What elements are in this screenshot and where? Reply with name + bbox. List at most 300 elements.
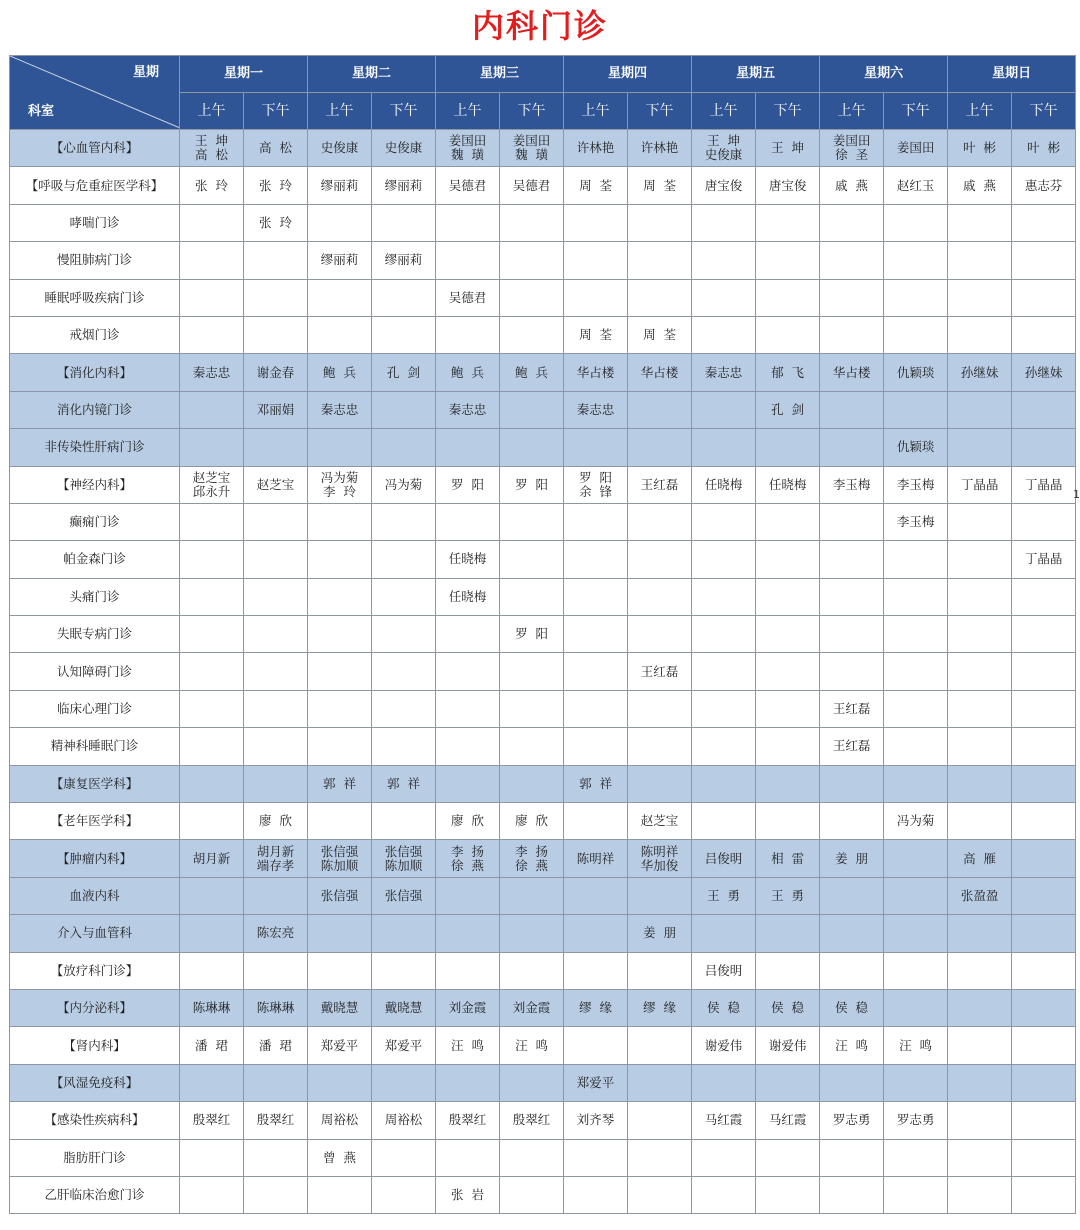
doctor-cell: 周 荃	[564, 167, 628, 204]
doctor-cell	[564, 690, 628, 727]
doctor-cell: 王红磊	[628, 466, 692, 503]
doctor-cell: 缪丽莉	[308, 242, 372, 279]
doctor-cell	[756, 578, 820, 615]
doctor-cell	[884, 915, 948, 952]
doctor-cell: 许林艳	[564, 130, 628, 167]
doctor-cell: 华占楼	[628, 354, 692, 391]
doctor-cell: 王红磊	[820, 728, 884, 765]
doctor-cell: 谢爱伟	[692, 1027, 756, 1064]
doctor-cell	[884, 728, 948, 765]
table-row	[10, 541, 1076, 578]
doctor-cell	[884, 952, 948, 989]
doctor-cell	[756, 242, 820, 279]
doctor-cell: 史俊康	[308, 130, 372, 167]
doctor-cell	[948, 391, 1012, 428]
doctor-cell: 张盈盈	[948, 877, 1012, 914]
doctor-cell	[564, 429, 628, 466]
doctor-cell	[820, 653, 884, 690]
doctor-cell	[692, 242, 756, 279]
doctor-cell: 王 坤 高 松	[180, 130, 244, 167]
doctor-cell	[884, 877, 948, 914]
doctor-cell: 张信强	[372, 877, 436, 914]
doctor-cell: 任晓梅	[756, 466, 820, 503]
doctor-cell: 孙继妹	[1012, 354, 1076, 391]
table-row	[10, 653, 1076, 690]
morning-header: 上午	[692, 93, 756, 130]
doctor-cell: 郑爱平	[372, 1027, 436, 1064]
doctor-cell	[820, 279, 884, 316]
doctor-cell	[948, 690, 1012, 727]
doctor-cell	[948, 765, 1012, 802]
doctor-cell	[1012, 765, 1076, 802]
department-name: 【风湿免疫科】	[10, 1064, 180, 1101]
doctor-cell	[692, 1176, 756, 1213]
doctor-cell: 谢金春	[244, 354, 308, 391]
doctor-cell	[436, 242, 500, 279]
doctor-cell: 冯为菊	[884, 803, 948, 840]
doctor-cell	[500, 877, 564, 914]
day-header: 星期四	[564, 56, 692, 93]
doctor-cell	[692, 1064, 756, 1101]
doctor-cell: 殷翠红	[436, 1102, 500, 1139]
doctor-cell	[180, 1176, 244, 1213]
doctor-cell	[308, 279, 372, 316]
doctor-cell	[884, 316, 948, 353]
doctor-cell	[1012, 840, 1076, 877]
doctor-cell: 陈琳琳	[244, 989, 308, 1026]
doctor-cell: 任晓梅	[436, 578, 500, 615]
doctor-cell: 王 勇	[756, 877, 820, 914]
doctor-cell: 仇颖琰	[884, 429, 948, 466]
department-name: 【康复医学科】	[10, 765, 180, 802]
doctor-cell	[948, 578, 1012, 615]
doctor-cell: 郁 飞	[756, 354, 820, 391]
doctor-cell	[564, 728, 628, 765]
doctor-cell: 张信强 陈加顺	[308, 840, 372, 877]
doctor-cell	[884, 279, 948, 316]
department-name: 【呼吸与危重症医学科】	[10, 167, 180, 204]
doctor-cell: 秦志忠	[180, 354, 244, 391]
doctor-cell: 丁晶晶	[948, 466, 1012, 503]
doctor-cell: 周 荃	[628, 316, 692, 353]
doctor-cell	[628, 204, 692, 241]
doctor-cell	[436, 877, 500, 914]
doctor-cell	[820, 242, 884, 279]
department-name: 【老年医学科】	[10, 803, 180, 840]
doctor-cell: 李玉梅	[884, 503, 948, 540]
doctor-cell: 王红磊	[628, 653, 692, 690]
afternoon-header: 下午	[500, 93, 564, 130]
department-name: 慢阻肺病门诊	[10, 242, 180, 279]
doctor-cell	[628, 1027, 692, 1064]
doctor-cell: 罗志勇	[884, 1102, 948, 1139]
doctor-cell	[372, 616, 436, 653]
doctor-cell: 周裕松	[308, 1102, 372, 1139]
day-header: 星期五	[692, 56, 820, 93]
table-row	[10, 466, 1076, 503]
doctor-cell	[180, 429, 244, 466]
doctor-cell	[1012, 204, 1076, 241]
doctor-cell	[948, 503, 1012, 540]
day-header-row	[10, 56, 1076, 93]
doctor-cell	[756, 803, 820, 840]
doctor-cell	[564, 242, 628, 279]
doctor-cell	[756, 690, 820, 727]
doctor-cell	[564, 541, 628, 578]
doctor-cell	[948, 653, 1012, 690]
day-header: 星期二	[308, 56, 436, 93]
doctor-cell	[820, 616, 884, 653]
table-row	[10, 803, 1076, 840]
doctor-cell	[1012, 952, 1076, 989]
doctor-cell	[372, 279, 436, 316]
doctor-cell: 郭 祥	[372, 765, 436, 802]
doctor-cell: 罗 阳	[436, 466, 500, 503]
doctor-cell	[948, 242, 1012, 279]
doctor-cell: 张 玲	[244, 204, 308, 241]
doctor-cell: 孔 剑	[372, 354, 436, 391]
doctor-cell	[948, 1027, 1012, 1064]
table-row	[10, 503, 1076, 540]
doctor-cell: 丁晶晶	[1012, 541, 1076, 578]
table-row	[10, 616, 1076, 653]
doctor-cell	[500, 728, 564, 765]
doctor-cell	[756, 1064, 820, 1101]
department-name: 帕金森门诊	[10, 541, 180, 578]
doctor-cell: 邓丽娟	[244, 391, 308, 428]
doctor-cell	[180, 541, 244, 578]
doctor-cell	[1012, 316, 1076, 353]
afternoon-header: 下午	[1012, 93, 1076, 130]
doctor-cell: 陈明祥	[564, 840, 628, 877]
doctor-cell	[436, 429, 500, 466]
doctor-cell	[692, 279, 756, 316]
doctor-cell	[884, 840, 948, 877]
doctor-cell: 叶 彬	[948, 130, 1012, 167]
morning-header: 上午	[308, 93, 372, 130]
doctor-cell	[820, 391, 884, 428]
table-row	[10, 1102, 1076, 1139]
doctor-cell	[884, 765, 948, 802]
doctor-cell	[692, 915, 756, 952]
doctor-cell: 戴晓慧	[308, 989, 372, 1026]
doctor-cell	[884, 242, 948, 279]
doctor-cell	[756, 541, 820, 578]
doctor-cell: 刘金霞	[500, 989, 564, 1026]
doctor-cell	[180, 877, 244, 914]
doctor-cell: 汪 鸣	[884, 1027, 948, 1064]
table-row	[10, 578, 1076, 615]
doctor-cell	[1012, 1139, 1076, 1176]
doctor-cell	[372, 915, 436, 952]
doctor-cell: 姜国田 魏 璜	[500, 130, 564, 167]
doctor-cell	[564, 503, 628, 540]
doctor-cell	[564, 204, 628, 241]
doctor-cell: 侯 稳	[756, 989, 820, 1026]
doctor-cell	[244, 242, 308, 279]
doctor-cell	[244, 877, 308, 914]
table-row	[10, 765, 1076, 802]
doctor-cell	[564, 1139, 628, 1176]
doctor-cell	[820, 503, 884, 540]
department-name: 【内分泌科】	[10, 989, 180, 1026]
doctor-cell	[756, 279, 820, 316]
doctor-cell	[948, 1176, 1012, 1213]
doctor-cell	[820, 803, 884, 840]
doctor-cell: 吕俊明	[692, 840, 756, 877]
morning-header: 上午	[948, 93, 1012, 130]
doctor-cell	[948, 1064, 1012, 1101]
doctor-cell	[948, 952, 1012, 989]
doctor-cell	[884, 1064, 948, 1101]
doctor-cell: 罗 阳	[500, 616, 564, 653]
day-header: 星期日	[948, 56, 1076, 93]
afternoon-header: 下午	[244, 93, 308, 130]
doctor-cell	[756, 503, 820, 540]
doctor-cell	[180, 952, 244, 989]
doctor-cell	[692, 541, 756, 578]
doctor-cell	[1012, 690, 1076, 727]
doctor-cell	[628, 541, 692, 578]
doctor-cell: 汪 鸣	[820, 1027, 884, 1064]
doctor-cell: 史俊康	[372, 130, 436, 167]
doctor-cell	[948, 616, 1012, 653]
doctor-cell: 唐宝俊	[692, 167, 756, 204]
department-name: 【肾内科】	[10, 1027, 180, 1064]
doctor-cell	[180, 915, 244, 952]
doctor-cell: 曾 燕	[308, 1139, 372, 1176]
table-row	[10, 167, 1076, 204]
doctor-cell: 张信强	[308, 877, 372, 914]
doctor-cell	[180, 1139, 244, 1176]
doctor-cell	[372, 578, 436, 615]
doctor-cell	[180, 391, 244, 428]
department-name: 失眠专病门诊	[10, 616, 180, 653]
doctor-cell	[564, 578, 628, 615]
doctor-cell	[820, 915, 884, 952]
department-name: 戒烟门诊	[10, 316, 180, 353]
doctor-cell: 罗 阳	[500, 466, 564, 503]
department-name: 癫痫门诊	[10, 503, 180, 540]
doctor-cell	[628, 690, 692, 727]
doctor-cell	[948, 429, 1012, 466]
department-name: 乙肝临床治愈门诊	[10, 1176, 180, 1213]
doctor-cell	[948, 915, 1012, 952]
doctor-cell	[372, 952, 436, 989]
doctor-cell	[1012, 578, 1076, 615]
doctor-cell	[244, 279, 308, 316]
afternoon-header: 下午	[628, 93, 692, 130]
doctor-cell	[308, 1176, 372, 1213]
doctor-cell	[884, 541, 948, 578]
doctor-cell	[564, 803, 628, 840]
doctor-cell: 戚 燕	[820, 167, 884, 204]
doctor-cell	[244, 1064, 308, 1101]
department-name: 认知障碍门诊	[10, 653, 180, 690]
page-title: 内科门诊	[471, 7, 608, 45]
department-name: 睡眠呼吸疾病门诊	[10, 279, 180, 316]
doctor-cell: 殷翠红	[244, 1102, 308, 1139]
doctor-cell	[564, 915, 628, 952]
doctor-cell: 王 勇	[692, 877, 756, 914]
doctor-cell: 姜国田 魏 璜	[436, 130, 500, 167]
department-name: 血液内科	[10, 877, 180, 914]
doctor-cell: 唐宝俊	[756, 167, 820, 204]
doctor-cell	[756, 915, 820, 952]
doctor-cell: 刘齐琴	[564, 1102, 628, 1139]
doctor-cell	[820, 204, 884, 241]
table-row	[10, 1176, 1076, 1213]
doctor-cell	[820, 952, 884, 989]
doctor-cell	[308, 803, 372, 840]
doctor-cell: 陈琳琳	[180, 989, 244, 1026]
doctor-cell	[628, 765, 692, 802]
doctor-cell	[180, 765, 244, 802]
doctor-cell	[308, 316, 372, 353]
doctor-cell: 陈宏亮	[244, 915, 308, 952]
doctor-cell	[948, 803, 1012, 840]
doctor-cell	[692, 803, 756, 840]
doctor-cell: 廖 欣	[436, 803, 500, 840]
department-name: 【感染性疾病科】	[10, 1102, 180, 1139]
doctor-cell	[756, 653, 820, 690]
doctor-cell	[500, 653, 564, 690]
doctor-cell: 廖 欣	[244, 803, 308, 840]
doctor-cell	[756, 728, 820, 765]
doctor-cell: 王红磊	[820, 690, 884, 727]
doctor-cell	[180, 578, 244, 615]
doctor-cell	[1012, 989, 1076, 1026]
doctor-cell	[820, 1064, 884, 1101]
doctor-cell	[1012, 1027, 1076, 1064]
doctor-cell	[884, 616, 948, 653]
doctor-cell: 叶 彬	[1012, 130, 1076, 167]
doctor-cell: 汪 鸣	[436, 1027, 500, 1064]
doctor-cell	[692, 1139, 756, 1176]
doctor-cell	[628, 1064, 692, 1101]
doctor-cell: 吕俊明	[692, 952, 756, 989]
doctor-cell: 郭 祥	[564, 765, 628, 802]
doctor-cell: 李玉梅	[884, 466, 948, 503]
doctor-cell: 华占楼	[820, 354, 884, 391]
doctor-cell	[820, 541, 884, 578]
doctor-cell: 陈明祥 华加俊	[628, 840, 692, 877]
doctor-cell: 潘 珺	[244, 1027, 308, 1064]
doctor-cell: 戴晓慧	[372, 989, 436, 1026]
doctor-cell	[372, 503, 436, 540]
table-row	[10, 279, 1076, 316]
doctor-cell: 罗 阳 余 锋	[564, 466, 628, 503]
doctor-cell: 孔 剑	[756, 391, 820, 428]
doctor-cell: 高 松	[244, 130, 308, 167]
doctor-cell	[436, 1139, 500, 1176]
doctor-cell	[564, 1176, 628, 1213]
doctor-cell: 马红霞	[692, 1102, 756, 1139]
table-row	[10, 130, 1076, 167]
table-row	[10, 429, 1076, 466]
department-name: 【神经内科】	[10, 466, 180, 503]
doctor-cell	[948, 1139, 1012, 1176]
doctor-cell	[564, 1027, 628, 1064]
doctor-cell: 胡月新 端存孝	[244, 840, 308, 877]
doctor-cell	[692, 503, 756, 540]
doctor-cell	[180, 728, 244, 765]
doctor-cell	[820, 765, 884, 802]
doctor-cell	[628, 952, 692, 989]
doctor-cell: 缪 缘	[564, 989, 628, 1026]
doctor-cell	[372, 728, 436, 765]
doctor-cell: 张 玲	[244, 167, 308, 204]
doctor-cell	[180, 503, 244, 540]
doctor-cell	[884, 578, 948, 615]
doctor-cell: 鲍 兵	[308, 354, 372, 391]
doctor-cell	[436, 653, 500, 690]
doctor-cell	[628, 391, 692, 428]
doctor-cell	[1012, 915, 1076, 952]
doctor-cell: 缪丽莉	[372, 242, 436, 279]
doctor-cell	[628, 429, 692, 466]
doctor-cell	[756, 316, 820, 353]
doctor-cell	[308, 429, 372, 466]
doctor-cell: 郭 祥	[308, 765, 372, 802]
doctor-cell	[500, 1176, 564, 1213]
doctor-cell: 秦志忠	[436, 391, 500, 428]
doctor-cell	[564, 877, 628, 914]
doctor-cell	[308, 616, 372, 653]
department-name: 【肿瘤内科】	[10, 840, 180, 877]
doctor-cell	[884, 690, 948, 727]
department-name: 【消化内科】	[10, 354, 180, 391]
doctor-cell	[372, 541, 436, 578]
doctor-cell	[1012, 803, 1076, 840]
afternoon-header: 下午	[756, 93, 820, 130]
doctor-cell	[948, 204, 1012, 241]
doctor-cell	[372, 1176, 436, 1213]
doctor-cell	[948, 1102, 1012, 1139]
doctor-cell: 秦志忠	[564, 391, 628, 428]
doctor-cell	[500, 1064, 564, 1101]
doctor-cell	[308, 503, 372, 540]
doctor-cell	[436, 316, 500, 353]
doctor-cell	[948, 541, 1012, 578]
doctor-cell	[820, 1139, 884, 1176]
doctor-cell	[628, 578, 692, 615]
doctor-cell	[628, 1176, 692, 1213]
doctor-cell	[1012, 429, 1076, 466]
morning-header: 上午	[820, 93, 884, 130]
corner-header	[10, 56, 180, 130]
doctor-cell	[244, 429, 308, 466]
doctor-cell	[436, 1064, 500, 1101]
doctor-cell	[820, 1176, 884, 1213]
doctor-cell	[820, 578, 884, 615]
doctor-cell	[500, 242, 564, 279]
department-name: 哮喘门诊	[10, 204, 180, 241]
schedule-table	[9, 55, 1076, 1214]
doctor-cell	[500, 429, 564, 466]
doctor-cell: 赵芝宝 邱永升	[180, 466, 244, 503]
doctor-cell	[948, 728, 1012, 765]
doctor-cell	[692, 578, 756, 615]
doctor-cell: 任晓梅	[692, 466, 756, 503]
doctor-cell	[244, 616, 308, 653]
table-row	[10, 242, 1076, 279]
doctor-cell: 胡月新	[180, 840, 244, 877]
doctor-cell	[308, 204, 372, 241]
department-name: 临床心理门诊	[10, 690, 180, 727]
doctor-cell	[948, 316, 1012, 353]
department-name: 头痛门诊	[10, 578, 180, 615]
